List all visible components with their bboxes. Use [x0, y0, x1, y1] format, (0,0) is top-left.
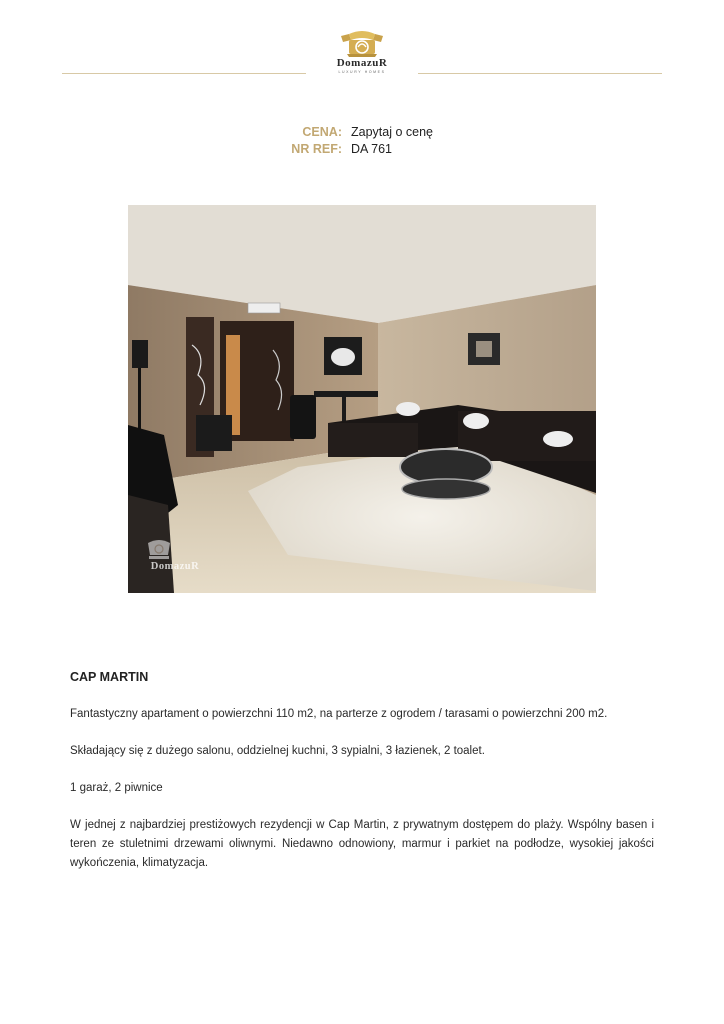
listing-paragraph: W jednej z najbardziej prestiżowych rezydencji w Cap Martin, z prywatnym dostępem do plaży. Wspólny basen i teren ze stuletnimi drzewami oliwnymi. Niedawno odnowiony, marmur i parkiet na podłodze, wysokiej jakości wykończenia, klimatyzacja. — [70, 819, 654, 869]
price-row — [0, 125, 724, 142]
ref-label: NR REF: — [291, 142, 342, 156]
photo-watermark — [144, 539, 206, 572]
header-rule-left — [62, 73, 306, 74]
ref-row — [0, 142, 724, 159]
living-room-photo — [128, 205, 596, 593]
header-rule-right — [418, 73, 662, 74]
price-value: Zapytaj o cenę — [351, 125, 433, 139]
domazur-logo — [322, 30, 402, 82]
listing-paragraph: 1 garaż, 2 piwnice — [70, 782, 163, 794]
listing-title: CAP MARTIN — [70, 670, 149, 684]
listing-paragraph: Składający się z dużego salonu, oddzielnej kuchni, 3 sypialni, 3 łazienek, 2 toalet. — [70, 745, 485, 757]
ref-value: DA 761 — [351, 142, 393, 156]
logo-tagline: LUXURY HOMES — [338, 70, 386, 74]
listing-paragraph: Fantastyczny apartament o powierzchni 110 m2, na parterze z ogrodem / tarasami o powierzchni 200 m2. — [70, 708, 608, 720]
living-room-illustration — [128, 205, 596, 593]
price-label: CENA: — [302, 125, 342, 139]
watermark-emblem-icon — [144, 539, 174, 561]
watermark-brand: DomazuR — [150, 561, 200, 572]
price-info — [0, 125, 724, 159]
logo-brand: DomazuR — [336, 57, 388, 69]
listing-description — [70, 668, 654, 891]
logo-emblem-icon — [337, 30, 387, 58]
